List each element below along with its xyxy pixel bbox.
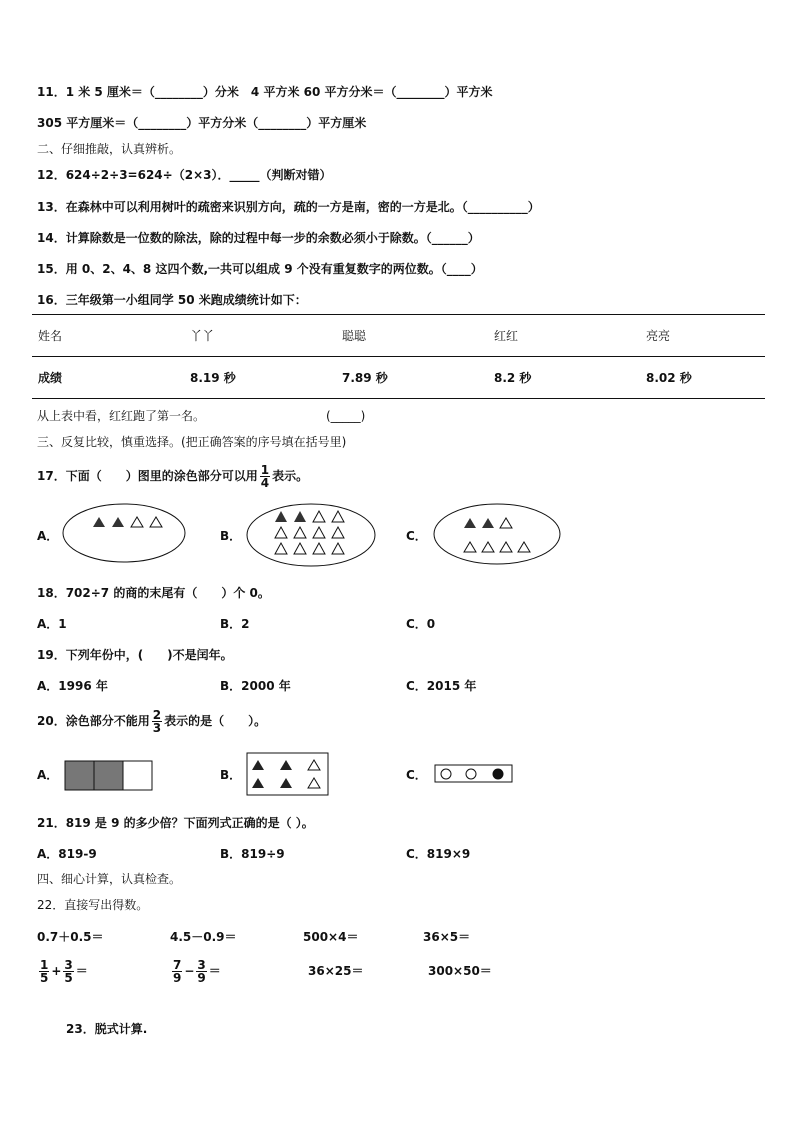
q21-option-c[interactable]: C．819×9 [406, 847, 471, 861]
q20-option-a[interactable]: A． [37, 768, 59, 782]
q11-line2: 305 平方厘米＝（________）平方分米（________）平方厘米 [37, 116, 367, 130]
fraction-one-quarter: $\frac{1}{4}$ [260, 463, 270, 490]
q16-blank: (_____) [326, 409, 366, 423]
table-cell: 8.19 秒 [184, 357, 336, 399]
q17-figure-c [432, 502, 562, 566]
q19-stem: 19．下列年份中，( )不是闰年。 [37, 648, 233, 662]
q19-option-c[interactable]: C．2015 年 [406, 679, 477, 693]
q15: 15．用 0、2、4、8 这四个数,一共可以组成 9 个没有重复数字的两位数。（____） [37, 262, 483, 276]
q21-option-b[interactable]: B．819÷9 [220, 847, 285, 861]
table-cell: 8.2 秒 [488, 357, 640, 399]
header-cell: 聪聪 [336, 315, 488, 357]
header-cell: 丫丫 [184, 315, 336, 357]
table-cell: 7.89 秒 [336, 357, 488, 399]
header-cell: 红红 [488, 315, 640, 357]
calc-item: 4.5－0.9＝ [170, 930, 237, 944]
calc-item: 36×25＝ [308, 964, 364, 978]
q19-option-a[interactable]: A．1996 年 [37, 679, 108, 693]
q13: 13．在森林中可以利用树叶的疏密来识别方向，疏的一方是南，密的一方是北。（__________） [37, 200, 540, 214]
q22-stem: 22．直接写出得数。 [37, 898, 149, 912]
q23: 23．脱式计算. [66, 1022, 148, 1036]
q20-figure-a [64, 760, 154, 792]
table-cell: 成绩 [32, 357, 184, 399]
q21-option-a[interactable]: A．819-9 [37, 847, 97, 861]
q20-option-b[interactable]: B． [220, 768, 242, 782]
q20-figure-c [434, 764, 514, 784]
calc-item: 0.7＋0.5＝ [37, 930, 104, 944]
q14: 14．计算除数是一位数的除法，除的过程中每一步的余数必须小于除数。（______） [37, 231, 480, 245]
fraction-two-thirds: $\frac{2}{3}$ [152, 708, 162, 735]
q17-stem: 17．下面（ ）图里的涂色部分可以用 $\frac{1}{4}$ 表示。 [37, 463, 309, 490]
q17-figure-a [62, 502, 190, 564]
q18-stem: 18．702÷7 的商的末尾有（ ）个 0。 [37, 586, 270, 600]
q17-figure-b [246, 502, 378, 568]
q16-stem: 16．三年级第一小组同学 50 米跑成绩统计如下： [37, 293, 307, 307]
q19-option-b[interactable]: B．2000 年 [220, 679, 291, 693]
section4-title: 四、细心计算，认真检查。 [37, 872, 182, 886]
q17-option-c[interactable]: C． [406, 529, 427, 543]
header-cell: 亮亮 [640, 315, 765, 357]
q18-option-b[interactable]: B．2 [220, 617, 250, 631]
calc-item: 36×5＝ [423, 930, 471, 944]
q21-stem: 21．819 是 9 的多少倍？下面列式正确的是（ ）。 [37, 816, 314, 830]
q16-followup: 从上表中看，红红跑了第一名。 [37, 409, 206, 423]
section3-title: 三、反复比较，慎重选择。(把正确答案的序号填在括号里) [37, 435, 347, 449]
q20-figure-b [246, 752, 330, 796]
q17-option-b[interactable]: B． [220, 529, 242, 543]
section2-title: 二、仔细推敲，认真辨析。 [37, 142, 182, 156]
table-cell: 8.02 秒 [640, 357, 765, 399]
q20-stem: 20．涂色部分不能用 $\frac{2}{3}$ 表示的是（ ）。 [37, 708, 267, 735]
q18-option-a[interactable]: A．1 [37, 617, 67, 631]
calc-item: 300×50＝ [428, 964, 492, 978]
q11-line1: 11．1 米 5 厘米＝（________）分米 4 平方米 60 平方分米＝（________）平方米 [37, 85, 493, 99]
q20-option-c[interactable]: C． [406, 768, 427, 782]
fraction-expression-2: $\frac{7}{9}$ − $\frac{3}{9}$ ＝ [173, 958, 221, 985]
q18-option-c[interactable]: C．0 [406, 617, 436, 631]
q17-option-a[interactable]: A． [37, 529, 59, 543]
calc-item: 500×4＝ [303, 930, 359, 944]
score-table [32, 314, 765, 399]
q12: 12．624÷2÷3=624÷（2×3）．_____（判断对错） [37, 168, 332, 182]
header-cell: 姓名 [32, 315, 184, 357]
fraction-expression-1: $\frac{1}{5}$ + $\frac{3}{5}$ ＝ [40, 958, 88, 985]
